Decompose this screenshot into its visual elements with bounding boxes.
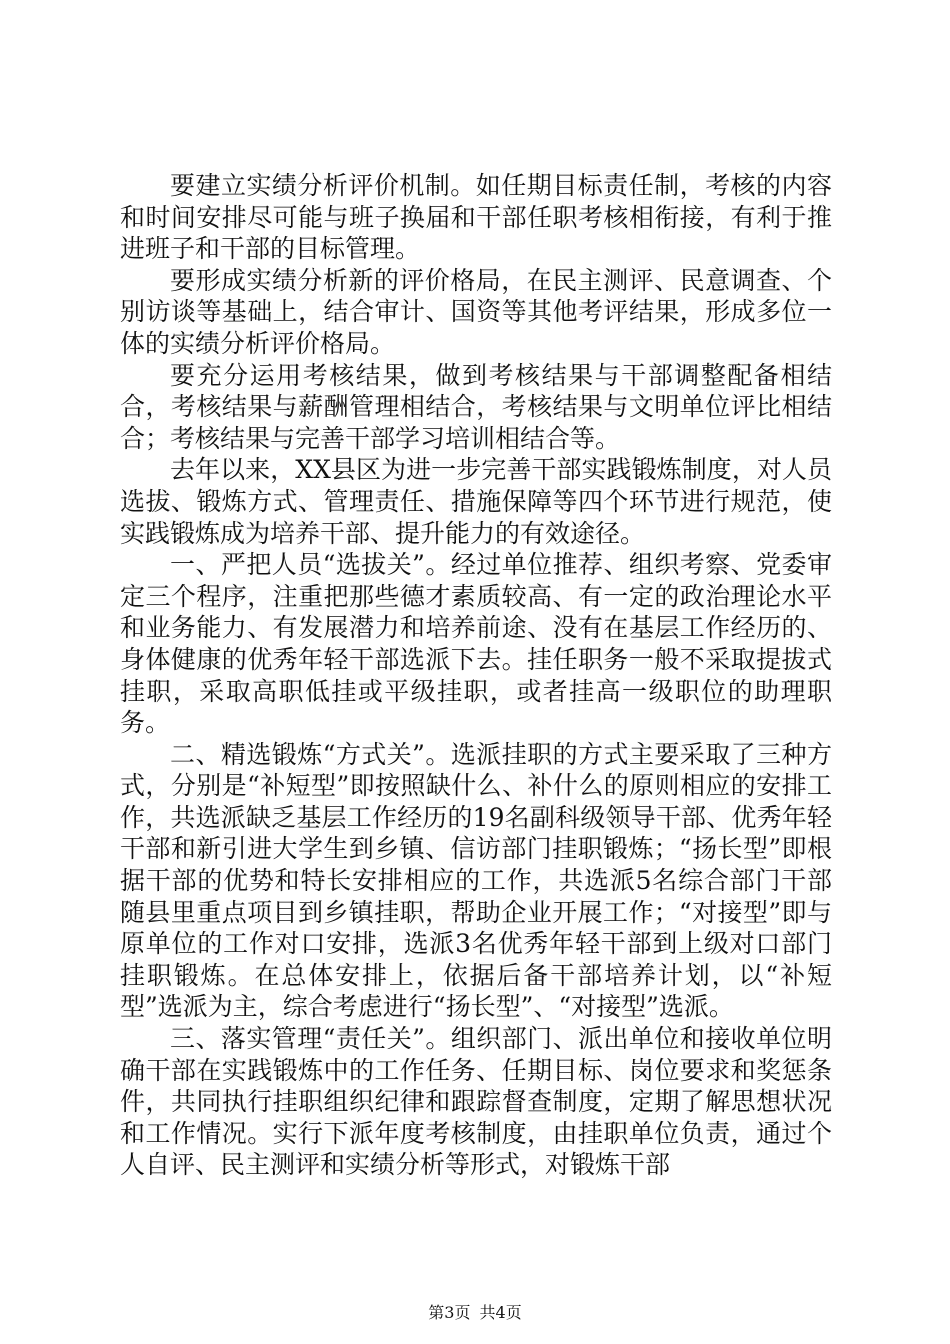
page-footer bbox=[0, 1303, 950, 1323]
page-total: 共4页 bbox=[479, 1303, 522, 1322]
paragraph: 去年以来，XX县区为进一步完善干部实践锻炼制度，对人员选拔、锻炼方式、管理责任、措施保障等四个环节进行规范，使实践锻炼成为培养干部、提升能力的有效途径。 bbox=[120, 455, 832, 548]
paragraph: 要形成实绩分析新的评价格局，在民主测评、民意调查、个别访谈等基础上，结合审计、国资等其他考评结果，形成多位一体的实绩分析评价格局。 bbox=[120, 265, 832, 358]
paragraph: 三、落实管理“责任关”。组织部门、派出单位和接收单位明确干部在实践锻炼中的工作任务、任期目标、岗位要求和奖惩条件，共同执行挂职组织纪律和跟踪督查制度，定期了解思想状况和工作情况。实行下派年度考核制度，由挂职单位负责，通过个人自评、民主测评和实绩分析等形式，对锻炼干部 bbox=[120, 1024, 832, 1180]
paragraph: 二、精选锻炼“方式关”。选派挂职的方式主要采取了三种方式，分别是“补短型”即按照缺什么、补什么的原则相应的安排工作，共选派缺乏基层工作经历的19名副科级领导干部、优秀年轻干部和新引进大学生到乡镇、信访部门挂职锻炼；“扬长型”即根据干部的优势和特长安排相应的工作，共选派5名综合部门干部随县里重点项目到乡镇挂职，帮助企业开展工作；“对接型”即与原单位的工作对口安排，选派3名优秀年轻干部到上级对口部门挂职锻炼。在总体安排上，依据后备干部培养计划，以“补短型”选派为主，综合考虑进行“扬长型”、“对接型”选派。 bbox=[120, 739, 832, 1022]
paragraph: 要充分运用考核结果，做到考核结果与干部调整配备相结合，考核结果与薪酬管理相结合，考核结果与文明单位评比相结合；考核结果与完善干部学习培训相结合等。 bbox=[120, 360, 832, 453]
document-body bbox=[120, 170, 832, 1181]
paragraph: 要建立实绩分析评价机制。如任期目标责任制，考核的内容和时间安排尽可能与班子换届和干部任职考核相衔接，有利于推进班子和干部的目标管理。 bbox=[120, 171, 832, 264]
paragraph: 一、严把人员“选拔关”。经过单位推荐、组织考察、党委审定三个程序，注重把那些德才素质较高、有一定的政治理论水平和业务能力、有发展潜力和培养前途、没有在基层工作经历的、身体健康的优秀年轻干部选派下去。挂任职务一般不采取提拔式挂职，采取高职低挂或平级挂职，或者挂高一级职位的助理职务。 bbox=[120, 550, 832, 738]
page-number: 第3页 bbox=[428, 1303, 471, 1322]
